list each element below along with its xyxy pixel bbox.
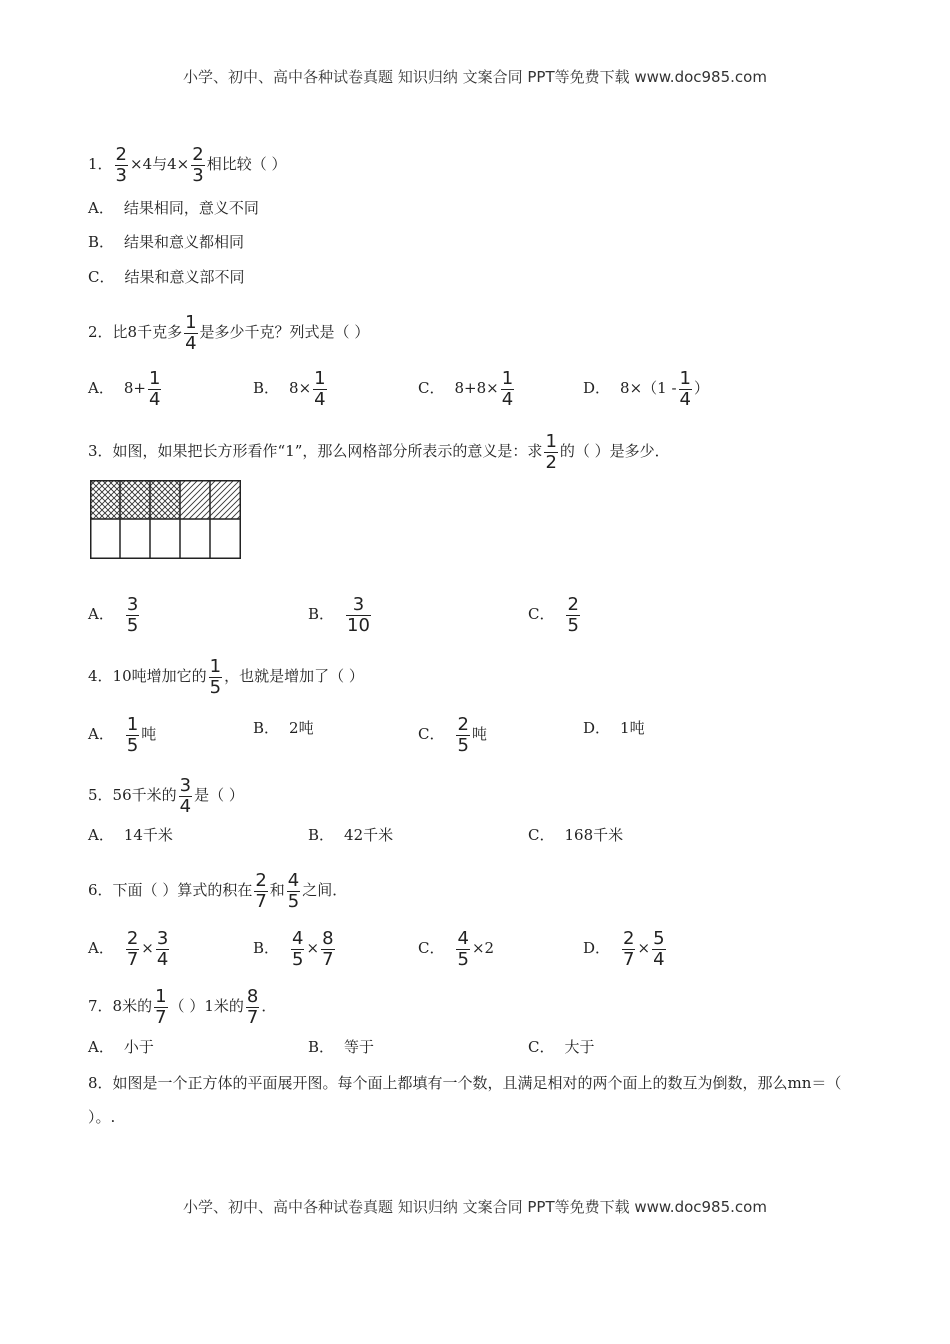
question-5: 5．56千米的 $\frac{3}{4}$ 是（ ） (88, 775, 244, 817)
grid-cell-shaded (120, 480, 150, 519)
q4-option-c[interactable]: C． $\frac{2}{5}$ 吨 (418, 714, 487, 756)
q3-option-b[interactable]: B． $\frac{3}{10}$ (308, 594, 370, 636)
grid-cell-shaded (150, 480, 180, 519)
fraction: $\frac{2}{3}$ (115, 144, 127, 186)
q7-option-a[interactable]: A． 小于 (88, 1038, 154, 1056)
q3-option-a[interactable]: A． $\frac{3}{5}$ (88, 594, 139, 636)
fraction: $\frac{1}{5}$ (209, 656, 222, 698)
grid-cell-shaded (180, 480, 210, 519)
question-6: 6．下面（ ）算式的积在 $\frac{2}{7}$ 和 $\frac{4}{5}$ 之间． (88, 870, 348, 912)
q3-option-c[interactable]: C． $\frac{2}{5}$ (528, 594, 579, 636)
fraction: $\frac{1}{7}$ (155, 986, 167, 1028)
grid-cell-shaded (90, 480, 120, 519)
q6-option-d[interactable]: D． $\frac{2}{7}$ × $\frac{5}{4}$ (583, 928, 665, 970)
fraction: $\frac{2}{7}$ (255, 870, 267, 912)
question-8: 8．如图是一个正方体的平面展开图。每个面上都填有一个数，且满足相对的两个面上的数互为倒数，那么mn＝（ ）。. (88, 1074, 842, 1126)
q2-option-a[interactable]: A． 8+ $\frac{1}{4}$ (88, 368, 161, 410)
question-1: 1． $\frac{2}{3}$ ×4与4× $\frac{2}{3}$ 相比较（ ） (88, 144, 287, 186)
fraction: $\frac{8}{7}$ (246, 986, 259, 1028)
q2-option-d[interactable]: D． 8×（1 - $\frac{1}{4}$ ） (583, 368, 709, 410)
q5-option-b[interactable]: B． 42千米 (308, 826, 394, 844)
q7-option-c[interactable]: C． 大于 (528, 1038, 595, 1056)
q1-option-c[interactable]: C． 结果和意义部不同 (88, 268, 245, 286)
fraction: $\frac{3}{4}$ (179, 775, 192, 817)
question-4: 4．10吨增加它的 $\frac{1}{5}$ ，也就是增加了（ ） (88, 656, 364, 698)
q5-option-a[interactable]: A． 14千米 (88, 826, 173, 844)
q2-option-c[interactable]: C． 8+8× $\frac{1}{4}$ (418, 368, 514, 410)
fraction: $\frac{1}{2}$ (545, 431, 557, 473)
grid-cell-shaded (210, 480, 240, 519)
q4-option-a[interactable]: A． $\frac{1}{5}$ 吨 (88, 714, 157, 756)
page-footer: 小学、初中、高中各种试卷真题 知识归纳 文案合同 PPT等免费下载 www.doc985.com (183, 1198, 767, 1216)
q6-option-c[interactable]: C． $\frac{4}{5}$ ×2 (418, 928, 495, 970)
q1-option-b[interactable]: B． 结果和意义都相同 (88, 233, 245, 251)
q5-option-c[interactable]: C． 168千米 (528, 826, 624, 844)
fraction: $\frac{2}{3}$ (192, 144, 204, 186)
question-2: 2．比8千克多 $\frac{1}{4}$ 是多少千克？列式是（ ） (88, 312, 370, 354)
fraction: $\frac{4}{5}$ (287, 870, 300, 912)
q4-option-d[interactable]: D． 1吨 (583, 719, 645, 737)
q6-option-b[interactable]: B． $\frac{4}{5}$ × $\frac{8}{7}$ (253, 928, 334, 970)
q1-option-a[interactable]: A． 结果相同，意义不同 (88, 199, 259, 217)
fraction: $\frac{1}{4}$ (185, 312, 197, 354)
question-3: 3．如图，如果把长方形看作“1”，那么网格部分所表示的意义是：求 $\frac{1}{2}$ 的（ ）是多少． (88, 431, 670, 473)
grid-rectangle-figure (90, 480, 245, 562)
q2-option-b[interactable]: B． 8× $\frac{1}{4}$ (253, 368, 326, 410)
page-header: 小学、初中、高中各种试卷真题 知识归纳 文案合同 PPT等免费下载 www.doc985.com (183, 68, 767, 86)
q6-option-a[interactable]: A． $\frac{2}{7}$ × $\frac{3}{4}$ (88, 928, 169, 970)
q7-option-b[interactable]: B． 等于 (308, 1038, 375, 1056)
question-7: 7．8米的 $\frac{1}{7}$ （ ）1米的 $\frac{8}{7}$ ． (88, 986, 277, 1028)
q4-option-b[interactable]: B． 2吨 (253, 719, 314, 737)
